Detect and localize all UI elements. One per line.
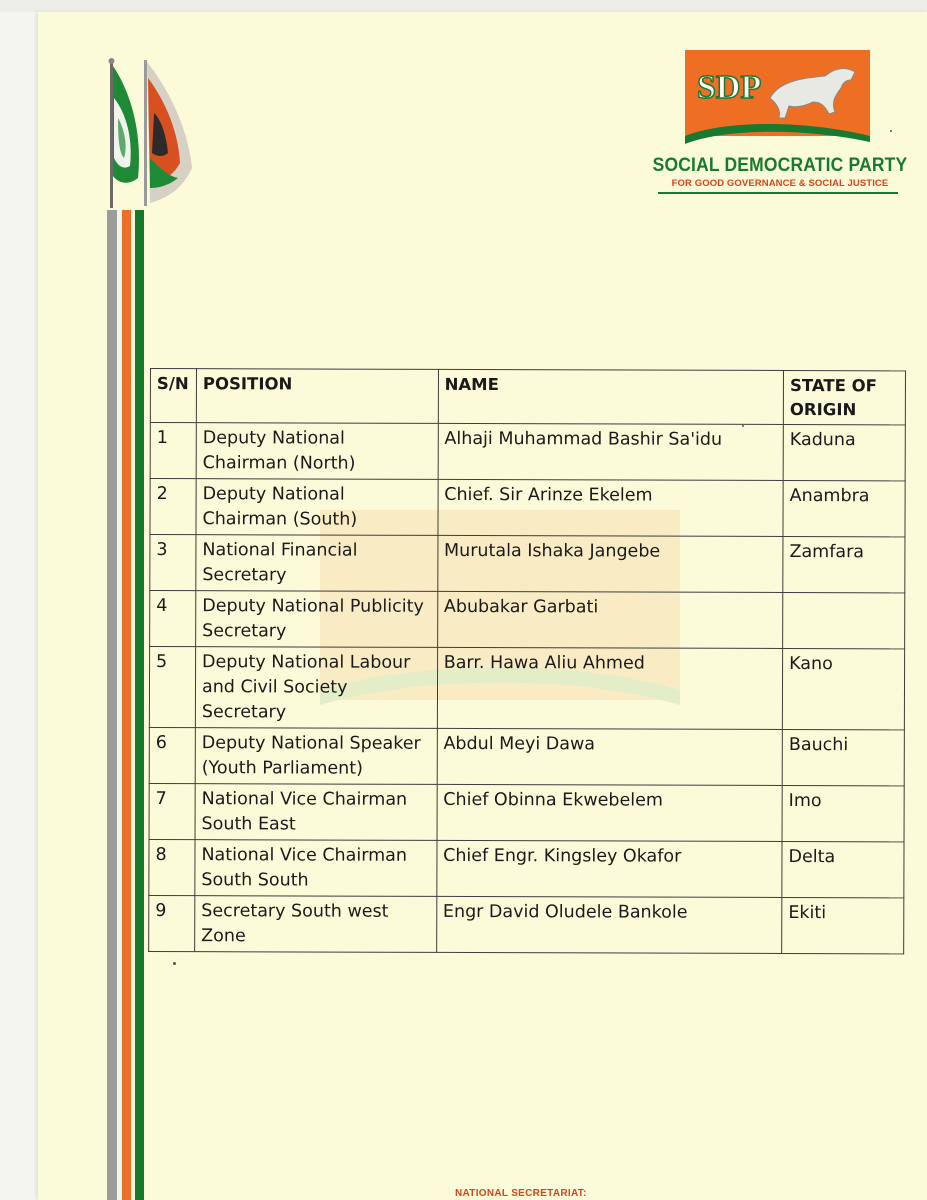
cell-state: Kano [782, 648, 904, 729]
cell-name: Chief Engr. Kingsley Okafor [436, 840, 782, 897]
stripe-grey [107, 210, 117, 1200]
table-row [149, 783, 904, 841]
cell-sn: 7 [149, 783, 195, 839]
officers-table [148, 368, 906, 954]
cell-name: Alhaji Muhammad Bashir Sa'idu [438, 423, 784, 480]
cell-position: Deputy National Chairman (North) [196, 423, 438, 480]
table-row [150, 535, 905, 593]
cell-position: Deputy National Chairman (South) [196, 479, 438, 536]
cell-name: Abdul Meyi Dawa [437, 728, 783, 785]
logo-text: SDP [697, 69, 762, 106]
scan-speck [173, 962, 176, 965]
cell-state: Anambra [783, 480, 905, 536]
cell-state: Bauchi [782, 729, 904, 785]
cell-sn: 3 [150, 535, 196, 591]
table-row [149, 647, 904, 730]
scan-speck [890, 130, 892, 132]
table-row [149, 895, 904, 953]
cell-sn: 6 [149, 727, 195, 783]
cell-position: National Vice Chairman South South [195, 840, 437, 897]
cell-sn: 1 [150, 423, 196, 479]
party-name: SOCIAL DEMOCRATIC PARTY [652, 155, 908, 176]
cell-position: National Vice Chairman South East [195, 784, 437, 841]
cell-position: Secretary South west Zone [195, 896, 437, 953]
header-state: STATE OF ORIGIN [783, 370, 905, 424]
stripe-green [135, 210, 144, 1200]
cell-state: Imo [782, 785, 904, 841]
table-row [150, 591, 905, 649]
cell-sn: 2 [150, 479, 196, 535]
cell-state: Ekiti [782, 897, 904, 953]
cell-state: Kaduna [783, 424, 905, 480]
cell-name: Abubakar Garbati [437, 591, 783, 648]
cell-sn: 8 [149, 839, 195, 895]
motto-underline [658, 192, 898, 194]
cell-state: Delta [782, 841, 904, 897]
stripe-orange [122, 210, 131, 1200]
cell-position: Deputy National Publicity Secretary [196, 591, 438, 648]
cell-sn: 9 [149, 895, 195, 951]
sdp-logo-icon [685, 50, 870, 150]
cell-name: Engr David Oludele Bankole [436, 896, 782, 953]
cell-state: Zamfara [783, 536, 905, 592]
party-motto: FOR GOOD GOVERNANCE & SOCIAL JUSTICE [671, 178, 889, 189]
flags-icon [88, 58, 200, 210]
footer-label: NATIONAL SECRETARIAT: [455, 1188, 587, 1199]
table-header-row [150, 369, 905, 425]
cell-sn: 4 [150, 591, 196, 647]
cell-state [783, 592, 905, 648]
table-row [149, 727, 904, 785]
table-row [149, 839, 904, 897]
cell-name: Chief Obinna Ekwebelem [437, 784, 783, 841]
table-row [150, 423, 905, 481]
cell-position: National Financial Secretary [196, 535, 438, 592]
table-row [150, 479, 905, 537]
scan-top-edge [0, 0, 927, 12]
cell-name: Barr. Hawa Aliu Ahmed [437, 647, 783, 729]
cell-name: Chief. Sir Arinze Ekelem [438, 479, 784, 536]
header-sn: S/N [150, 369, 196, 423]
cell-position: Deputy National Labour and Civil Society Secretary [195, 647, 437, 729]
cell-position: Deputy National Speaker (Youth Parliament) [195, 728, 437, 785]
cell-sn: 5 [149, 647, 195, 728]
header-position: POSITION [196, 369, 438, 424]
header-name: NAME [438, 369, 784, 424]
scan-speck [742, 425, 744, 427]
cell-name: Murutala Ishaka Jangebe [437, 535, 783, 592]
